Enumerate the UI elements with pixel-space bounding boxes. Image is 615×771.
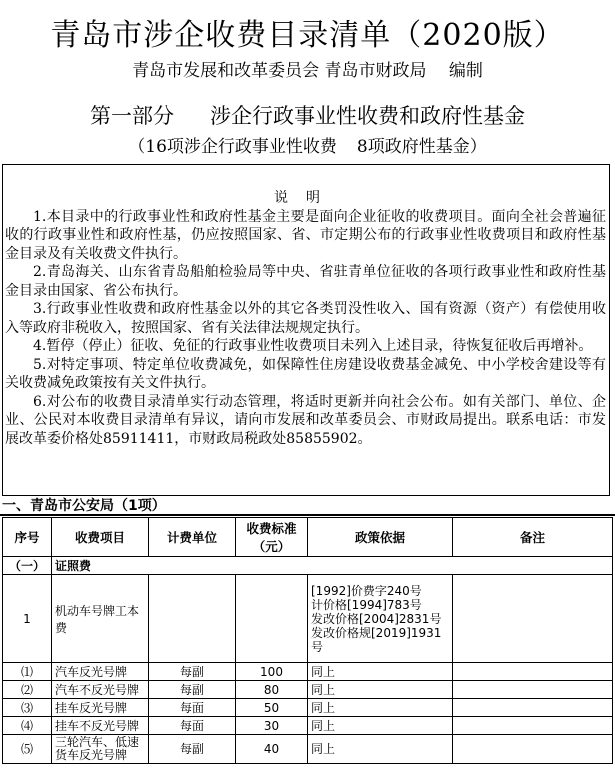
row-index: ⑷: [3, 717, 52, 735]
row-fee: 40: [236, 735, 308, 764]
part-subtitle: [0, 132, 615, 157]
category-name: 证照费: [52, 557, 613, 575]
row-fee: 30: [236, 717, 308, 735]
row-basis: 同上: [308, 717, 453, 735]
table-row: [3, 681, 613, 699]
note-item: 4.暂停（停止）征收、免征的行政事业性收费项目未列入上述目录，待恢复征收后再增补。: [33, 338, 593, 354]
row-index: ⑵: [3, 681, 52, 699]
header-item: 收费项目: [52, 518, 149, 557]
table-row: [3, 717, 613, 735]
row-unit: 每副: [149, 735, 236, 764]
row-basis: 同上: [308, 699, 453, 717]
part-subtitle-left: （16项涉企行政事业性收费: [128, 137, 337, 157]
fee-table: [2, 517, 613, 764]
note-item: 2.青岛海关、山东省青岛船舶检验局等中央、省驻青单位征收的各项行政事业性和政府性基金目录由国家、省公布执行。: [5, 264, 606, 299]
basis-line: 计价格[1994]783号: [311, 597, 422, 612]
row-remarks: [453, 717, 613, 735]
note-item: 1.本目录中的行政事业性和政府性基金主要是面向企业征收的收费项目。面向全社会普遍征收的行政事业性和政府性基，仍应按照国家、省、市定期公布的行政事业性收费项目和政府性基金目录及有关收费文件执行。: [5, 208, 606, 262]
category-row: [3, 557, 613, 575]
category-index: （一）: [3, 557, 52, 575]
header-remarks: 备注: [453, 518, 613, 557]
header-index: 序号: [3, 518, 52, 557]
header-fee: 收费标准（元）: [236, 518, 308, 557]
row-remarks: [453, 663, 613, 681]
row-unit: 每面: [149, 699, 236, 717]
row-unit: 每副: [149, 663, 236, 681]
row-fee: 80: [236, 681, 308, 699]
part-title-label: 第一部分: [90, 104, 174, 128]
row-fee: [236, 575, 308, 663]
notes-box: [2, 164, 610, 496]
document-title: 青岛市涉企收费目录清单（2020版）: [50, 18, 565, 53]
basis-line: 发改价格规[2019]1931号: [311, 625, 442, 654]
row-item: 机动车号牌工本费: [52, 575, 149, 663]
notes-heading: 说明: [274, 190, 338, 206]
header-unit: 计费单位: [149, 518, 236, 557]
row-remarks: [453, 575, 613, 663]
row-basis: 同上: [308, 681, 453, 699]
row-item: 三轮汽车、低速货车反光号牌: [52, 735, 149, 764]
part-title: [0, 100, 615, 130]
row-index: 1: [3, 575, 52, 663]
row-remarks: [453, 699, 613, 717]
row-index: ⑸: [3, 735, 52, 764]
note-item: 5.对特定事项、特定单位收费减免，如保障性住房建设收费基金减免、中小学校舍建设等有关收费减免政策按有关文件执行。: [5, 356, 606, 391]
table-header-row: [3, 518, 613, 557]
row-unit: [149, 575, 236, 663]
table-row: [3, 699, 613, 717]
document-subtitle: 青岛市发展和改革委员会 青岛市财政局 编制: [132, 61, 483, 81]
row-unit: 每面: [149, 717, 236, 735]
row-index: ⑶: [3, 699, 52, 717]
row-remarks: [453, 681, 613, 699]
row-index: ⑴: [3, 663, 52, 681]
row-basis: 同上: [308, 663, 453, 681]
row-basis: [308, 575, 453, 663]
row-item: 挂车不反光号牌: [52, 717, 149, 735]
note-item: 6.对公布的收费目录清单实行动态管理，将适时更新并向社会公布。如有关部门、单位、企业、公民对本收费目录清单有异议，请向市发展和改革委员会、市财政局提出。联系电话：市发展改革委价格处85911411，市财政局税政处85855902。: [5, 393, 606, 447]
basis-line: [1992]价费字240号: [311, 583, 422, 598]
section-title: 一、青岛市公安局（1项）: [0, 497, 615, 516]
basis-line: 发改价格[2004]2831号: [311, 611, 442, 626]
row-remarks: [453, 735, 613, 764]
row-item: 挂车反光号牌: [52, 699, 149, 717]
part-subtitle-right: 8项政府性基金）: [356, 137, 487, 157]
row-unit: 每副: [149, 681, 236, 699]
part-title-text: 涉企行政事业性收费和政府性基金: [210, 104, 525, 128]
row-item: 汽车反光号牌: [52, 663, 149, 681]
table-row: [3, 663, 613, 681]
table-row: [3, 735, 613, 764]
row-item: 汽车不反光号牌: [52, 681, 149, 699]
row-basis: 同上: [308, 735, 453, 764]
row-fee: 50: [236, 699, 308, 717]
table-row: [3, 575, 613, 663]
header-basis: 政策依据: [308, 518, 453, 557]
row-fee: 100: [236, 663, 308, 681]
note-item: 3.行政事业性收费和政府性基金以外的其它各类罚没性收入、国有资源（资产）有偿使用收入等政府非税收入，按照国家、省有关法律法规规定执行。: [5, 301, 606, 336]
